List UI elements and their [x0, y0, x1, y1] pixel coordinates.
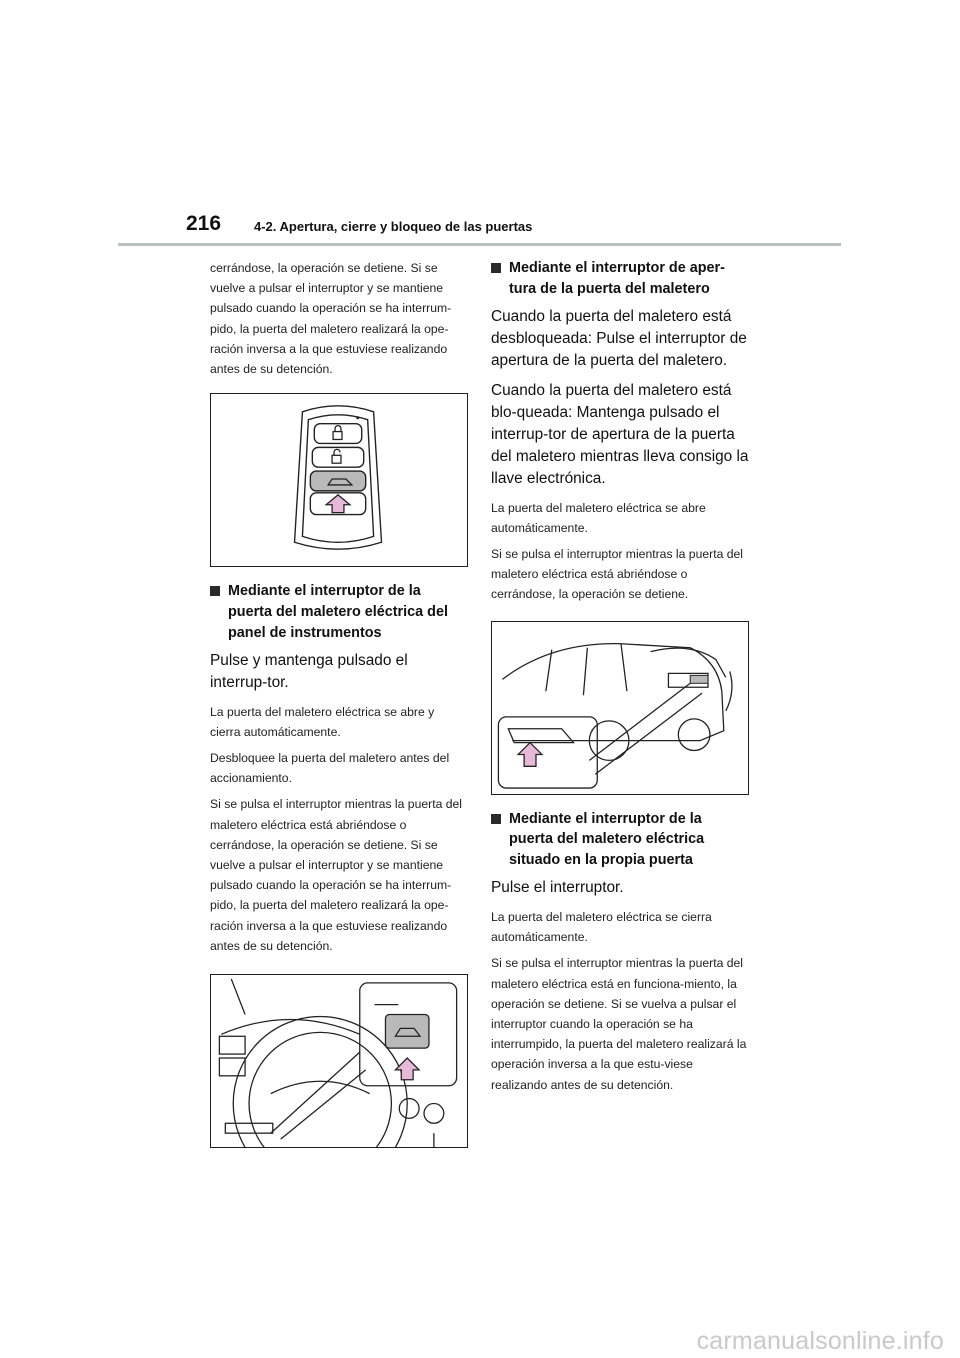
square-bullet-icon — [210, 586, 220, 596]
key-fob-illustration — [210, 393, 468, 567]
left-column — [210, 258, 468, 1162]
instruction-unlocked: Cuando la puerta del maletero está desbloqueada: Pulse el interruptor de apertura de la puerta del maletero. — [491, 307, 747, 369]
intro-paragraph: cerrándose, la operación se detiene. Si se vuelve a pulsar el interruptor y se mantiene pulsado cuando la operación se ha interrum-pido, la puerta del maletero realizará la ope-ración inversa a la que estuviese realizando antes de su detención. — [210, 261, 452, 377]
instruction-locked: Cuando la puerta del maletero está blo-queada: Mantenga pulsado el interrup-tor de apertura de la puerta del maletero mientras lleva consigo la llave electrónica. — [491, 381, 749, 487]
section-heading-trunk-opener: Mediante el interruptor de aper-tura de la puerta del maletero — [491, 258, 749, 300]
section-title: 4-2. Apertura, cierre y bloqueo de las puertas — [254, 219, 533, 234]
right-column — [491, 258, 749, 1101]
section1-note-2: Si se pulsa el interruptor mientras la puerta del maletero eléctrica está abriéndose o cerrándose, la operación se detiene. — [491, 547, 744, 602]
page-number: 216 — [186, 212, 222, 235]
section2-note-1: La puerta del maletero eléctrica se cierra automáticamente. — [491, 910, 712, 945]
square-bullet-icon — [491, 814, 501, 824]
note-3: Si se pulsa el interruptor mientras la puerta del maletero eléctrica está abriéndose o cerrándose, la operación se detiene. Si se vuelve a pulsar el interruptor y se mantiene pulsado cuando la operación se ha interrum-pido, la puerta del maletero realizará la ope-ración inversa a la que estuviese realizando antes de su detención. — [210, 797, 463, 953]
section2-instruction: Pulse el interruptor. — [491, 879, 624, 896]
header-rule — [118, 243, 841, 246]
section2-note-2: Si se pulsa el interruptor mientras la puerta del maletero eléctrica está en funciona-miento, la operación se detiene. Si se vuelva a pulsar el interruptor cuando la operación se ha interrumpido, la puerta del maletero realizará la operación inversa a la que estu-viese realizando antes de su detención. — [491, 956, 747, 1092]
dashboard-switch-illustration — [210, 974, 468, 1148]
instruction: Pulse y mantenga pulsado el interrup-tor. — [210, 651, 408, 691]
section-heading-instrument-panel: Mediante el interruptor de la puerta del maletero eléctrica del panel de instrumentos — [210, 581, 468, 643]
note-1: La puerta del maletero eléctrica se abre y cierra automáticamente. — [210, 704, 435, 739]
note-2: Desbloquee la puerta del maletero antes del accionamiento. — [210, 751, 450, 786]
tailgate-opener-illustration — [491, 621, 749, 795]
square-bullet-icon — [491, 263, 501, 273]
watermark: carmanualsonline.info — [696, 1327, 944, 1355]
section1-note-1: La puerta del maletero eléctrica se abre automáticamente. — [491, 500, 706, 535]
section-heading-door-switch: Mediante el interruptor de la puerta del maletero eléctrica situado en la propia puerta — [491, 809, 749, 871]
